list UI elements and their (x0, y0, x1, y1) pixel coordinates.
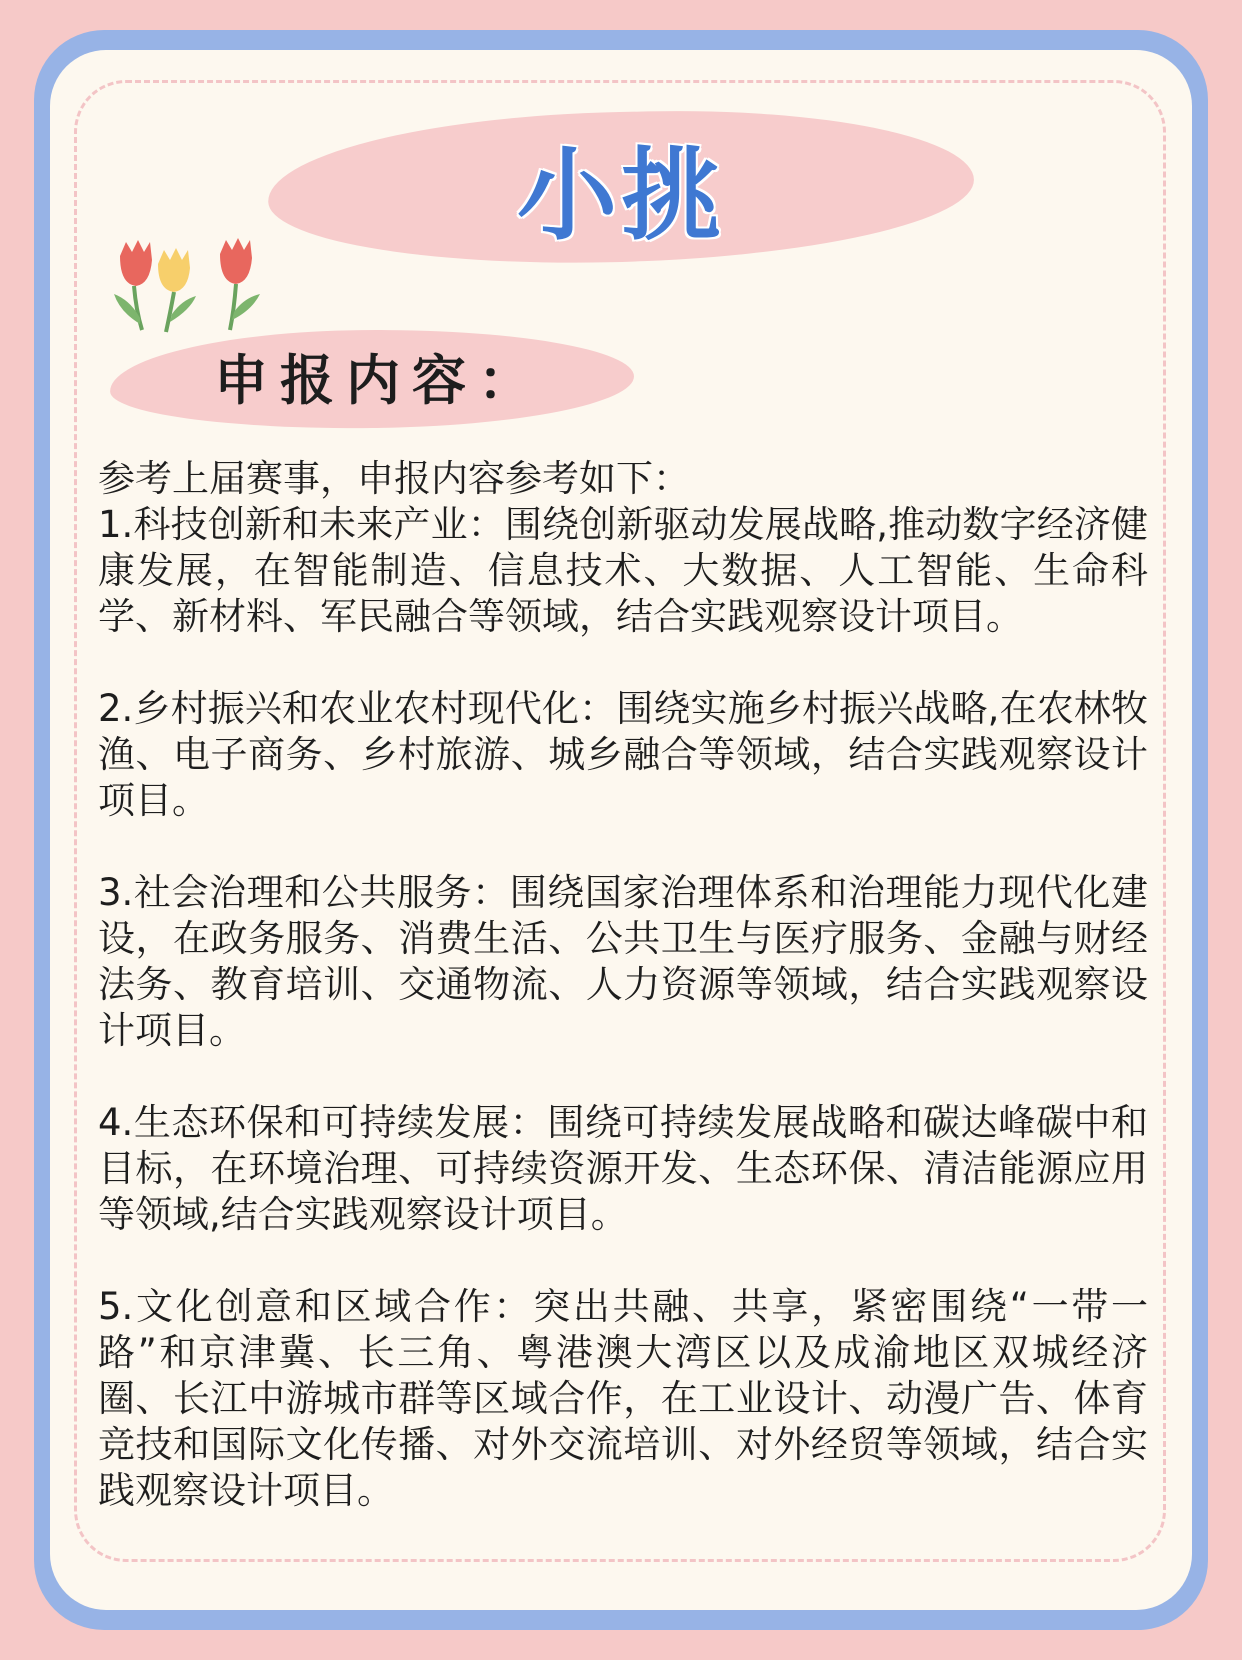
list-item: 4.生态环保和可持续发展：围绕可持续发展战略和碳达峰碳中和目标，在环境治理、可持续资源开发、生态环保、清洁能源应用等领域,结合实践观察设计项目。 (98, 1101, 1148, 1236)
tulip-icon (158, 248, 196, 332)
content-body (98, 456, 1148, 1514)
list-item: 2.乡村振兴和农业农村现代化：围绕实施乡村振兴战略,在农林牧渔、电子商务、乡村旅游、城乡融合等领域，结合实践观察设计项目。 (98, 687, 1148, 822)
list-item: 5.文化创意和区域合作：突出共融、共享，紧密围绕“一带一路”和京津冀、长三角、粤港澳大湾区以及成渝地区双城经济圈、长江中游城市群等区域合作，在工业设计、动漫广告、体育竞技和国际文化传播、对外交流培训、对外经贸等领域，结合实践观察设计项目。 (98, 1285, 1148, 1512)
list-item: 1.科技创新和未来产业：围绕创新驱动发展战略,推动数字经济健康发展，在智能制造、信息技术、大数据、人工智能、生命科学、新材料、军民融合等领域，结合实践观察设计项目。 (98, 503, 1148, 638)
page-title: 小挑 (517, 137, 725, 254)
tulip-icon (114, 240, 152, 330)
tulips-decoration (112, 234, 282, 334)
list-item: 3.社会治理和公共服务：围绕国家治理体系和治理能力现代化建设，在政务服务、消费生活、公共卫生与医疗服务、金融与财经法务、教育培训、交通物流、人力资源等领域，结合实践观察设计项目。 (98, 871, 1148, 1052)
section-heading: 申报内容： (214, 348, 544, 412)
intro-text: 参考上届赛事，申报内容参考如下： (98, 457, 690, 500)
tulip-icon (220, 238, 260, 330)
